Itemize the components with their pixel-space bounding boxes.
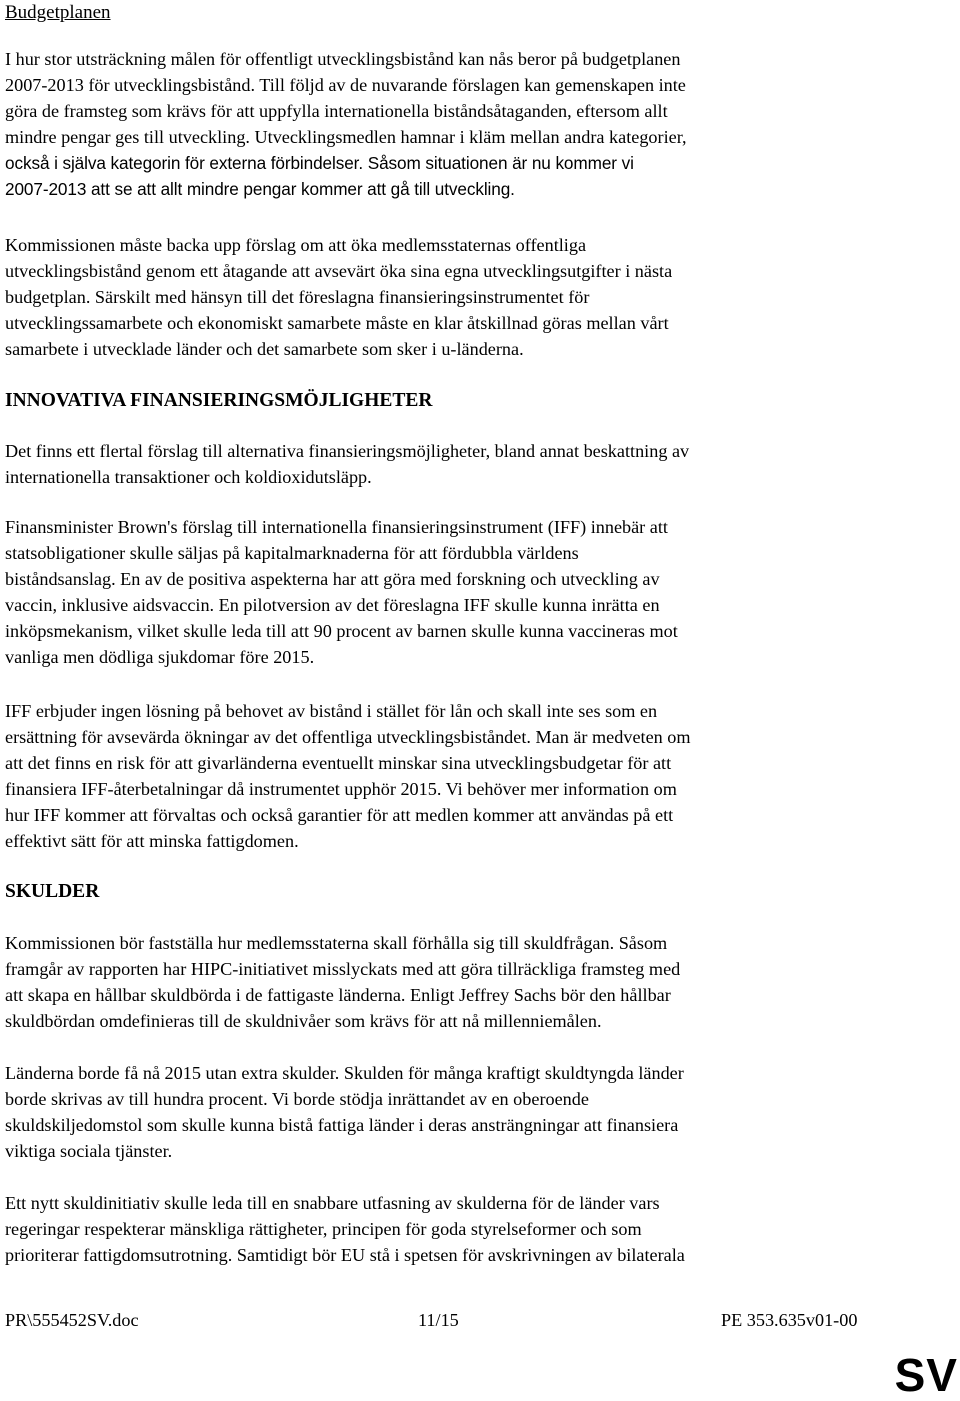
text-line: samarbete i utvecklade länder och det samarbete som sker i u-länderna.	[5, 339, 524, 359]
text-line: Länderna borde få nå 2015 utan extra skulder. Skulden för många kraftigt skuldtyngda länder	[5, 1063, 684, 1083]
paragraph-debt-writeoff	[5, 1060, 905, 1164]
text-line: regeringar respekterar mänskliga rättigheter, principen för goda styrelseformer och som	[5, 1219, 642, 1239]
text-line: vaccin, inklusive aidsvaccin. En pilotversion av det föreslagna IFF skulle kunna inrätta en	[5, 595, 660, 615]
paragraph-budget	[5, 46, 905, 202]
paragraph-iff-proposal	[5, 514, 905, 670]
text-line: framgår av rapporten har HIPC-initiativet misslyckats med att göra tillräckliga framsteg med	[5, 959, 681, 979]
paragraph-commission-oda	[5, 232, 905, 362]
heading-skulder: SKULDER	[5, 881, 100, 902]
footer-pe-ref: PE 353.635v01-00	[721, 1310, 858, 1330]
text-line: IFF erbjuder ingen lösning på behovet av bistånd i stället för lån och skall inte ses som en	[5, 701, 658, 721]
text-line: effektivt sätt för att minska fattigdomen.	[5, 831, 299, 851]
text-line: att det finns en risk för att givarländerna eventuellt minskar sina utvecklingsbudgetar för att	[5, 753, 672, 773]
text-line: Finansminister Brown's förslag till internationella finansieringsinstrument (IFF) innebär att	[5, 517, 668, 537]
footer-page-number: 11/15	[418, 1310, 459, 1330]
text-line: att skapa en hållbar skuldbörda i de fattigaste länderna. Enligt Jeffrey Sachs bör den hållbar	[5, 985, 671, 1005]
text-line: skuldbördan omdefinieras till de skuldnivåer som krävs för att nå millenniemålen.	[5, 1011, 602, 1031]
text-line: Ett nytt skuldinitiativ skulle leda till en snabbare utfasning av skulderna för de länder vars	[5, 1193, 660, 1213]
text-line: Kommissionen bör fastställa hur medlemsstaterna skall förhålla sig till skuldfrågan. Såsom	[5, 933, 668, 953]
text-line: skuldskiljedomstol som skulle kunna bistå fattiga länder i deras ansträngningar att finansiera	[5, 1115, 679, 1135]
language-badge: SV	[894, 1349, 958, 1401]
text-line: biståndsanslag. En av de positiva aspekterna har att göra med forskning och utveckling av	[5, 569, 660, 589]
text-line: 2007-2013 för utvecklingsbistånd. Till följd av de nuvarande förslagen kan gemenskapen inte	[5, 75, 686, 95]
text-line: mindre pengar ges till utveckling. Utvecklingsmedlen hamnar i kläm mellan andra kategorier,	[5, 127, 687, 147]
text-line: också i själva kategorin för externa förbindelser. Såsom situationen är nu kommer vi	[5, 153, 634, 173]
text-line: statsobligationer skulle säljas på kapitalmarknaderna för att fördubbla världens	[5, 543, 579, 563]
text-line: budgetplan. Särskilt med hänsyn till det föreslagna finansieringsinstrumentet för	[5, 287, 590, 307]
text-line: I hur stor utsträckning målen för offentligt utvecklingsbistånd kan nås beror på budgetplanen	[5, 49, 681, 69]
text-line: viktiga sociala tjänster.	[5, 1141, 173, 1161]
text-line: utvecklingsbistånd genom ett åtagande att avsevärt öka sina egna utvecklingsutgifter i nästa	[5, 261, 673, 281]
text-line: borde skrivas av till hundra procent. Vi borde stödja inrättandet av en oberoende	[5, 1089, 589, 1109]
text-line: ersättning för avsevärda ökningar av det offentliga utvecklingsbiståndet. Man är medveten om	[5, 727, 691, 747]
text-line: hur IFF kommer att förvaltas och också garantier för att medlen kommer att användas på ett	[5, 805, 674, 825]
heading-innovativa: INNOVATIVA FINANSIERINGSMÖJLIGHETER	[5, 390, 433, 411]
text-line: prioriterar fattigdomsutrotning. Samtidigt bör EU stå i spetsen för avskrivningen av bilaterala	[5, 1245, 685, 1265]
text-line: internationella transaktioner och koldioxidutsläpp.	[5, 467, 372, 487]
footer-doc-ref: PR\555452SV.doc	[5, 1310, 139, 1330]
text-line: finansiera IFF-återbetalningar då instrumentet upphör 2015. Vi behöver mer information om	[5, 779, 677, 799]
section-subtitle: Budgetplanen	[5, 2, 111, 23]
text-line: vanliga men dödliga sjukdomar före 2015.	[5, 647, 315, 667]
paragraph-debt-commission	[5, 930, 905, 1034]
text-line: inköpsmekanism, vilket skulle leda till att 90 procent av barnen skulle kunna vaccineras mot	[5, 621, 678, 641]
text-line: utvecklingssamarbete och ekonomiskt samarbete måste en klar åtskillnad göras mellan vårt	[5, 313, 669, 333]
text-line: Det finns ett flertal förslag till alternativa finansieringsmöjligheter, bland annat beskattning av	[5, 441, 690, 461]
paragraph-alternatives	[5, 438, 905, 490]
paragraph-iff-limits	[5, 698, 905, 854]
text-line: Kommissionen måste backa upp förslag om att öka medlemsstaternas offentliga	[5, 235, 587, 255]
paragraph-debt-initiative	[5, 1190, 905, 1268]
text-line: 2007-2013 att se att allt mindre pengar kommer att gå till utveckling.	[5, 179, 515, 199]
text-line: göra de framsteg som krävs för att uppfylla internationella biståndsåtaganden, eftersom allt	[5, 101, 668, 121]
